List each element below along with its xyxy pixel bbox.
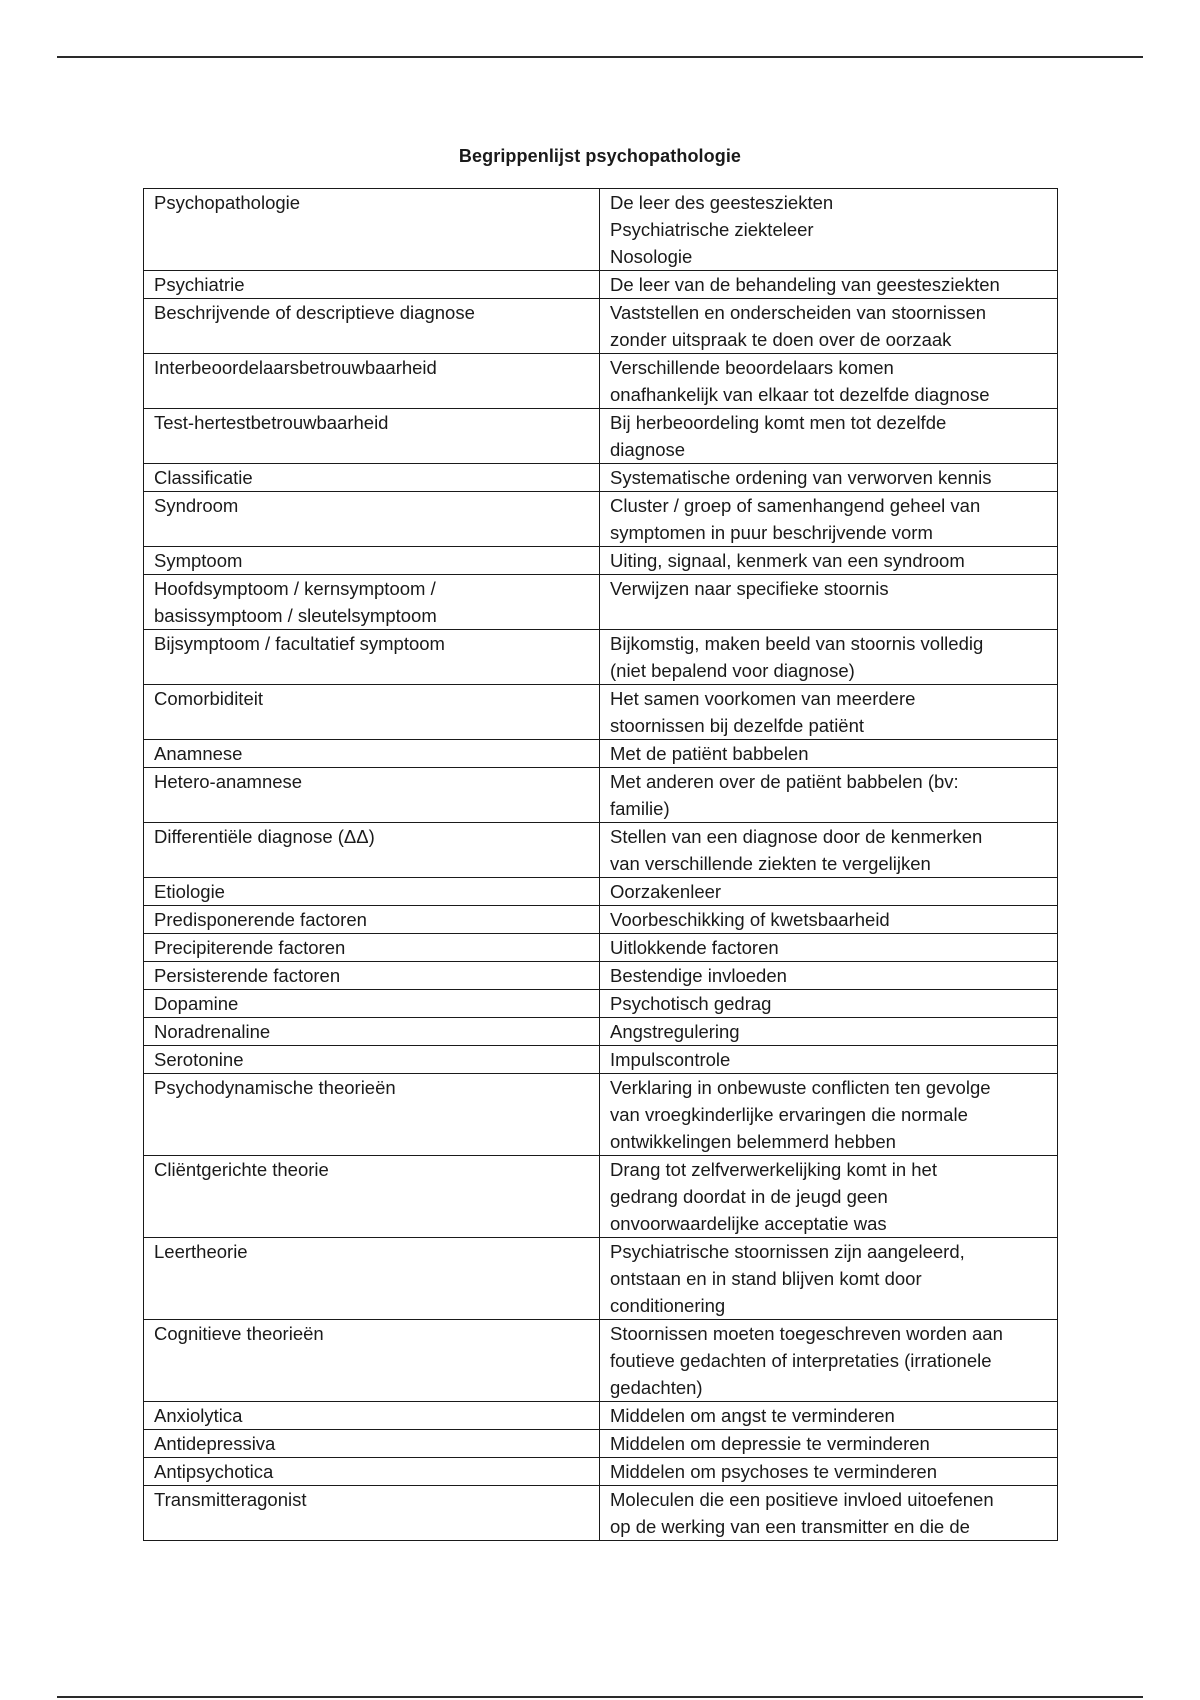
definition-cell: Angstregulering: [600, 1018, 1058, 1046]
definition-cell: Psychiatrische stoornissen zijn aangeleerd, ontstaan en in stand blijven komt door conditionering: [600, 1238, 1058, 1320]
table-row: [144, 878, 1058, 906]
table-row: [144, 685, 1058, 740]
definition-cell: Verwijzen naar specifieke stoornis: [600, 575, 1058, 630]
term-cell: Comorbiditeit: [144, 685, 600, 740]
table-row: [144, 1238, 1058, 1320]
table-row: [144, 768, 1058, 823]
table-row: [144, 1430, 1058, 1458]
table-row: [144, 962, 1058, 990]
definition-cell: Bijkomstig, maken beeld van stoornis volledig (niet bepalend voor diagnose): [600, 630, 1058, 685]
term-cell: Psychopathologie: [144, 189, 600, 271]
definition-cell: Moleculen die een positieve invloed uitoefenen op de werking van een transmitter en die de: [600, 1486, 1058, 1541]
table-row: [144, 1486, 1058, 1541]
term-cell: Interbeoordelaarsbetrouwbaarheid: [144, 354, 600, 409]
term-cell: Antipsychotica: [144, 1458, 600, 1486]
term-cell: Hetero-anamnese: [144, 768, 600, 823]
table-row: [144, 299, 1058, 354]
definition-cell: Middelen om angst te verminderen: [600, 1402, 1058, 1430]
term-cell: Bijsymptoom / facultatief symptoom: [144, 630, 600, 685]
table-row: [144, 1458, 1058, 1486]
table-row: [144, 409, 1058, 464]
definition-cell: Het samen voorkomen van meerdere stoornissen bij dezelfde patiënt: [600, 685, 1058, 740]
table-row: [144, 492, 1058, 547]
table-row: [144, 934, 1058, 962]
table-row: [144, 1402, 1058, 1430]
definition-cell: Voorbeschikking of kwetsbaarheid: [600, 906, 1058, 934]
term-cell: Syndroom: [144, 492, 600, 547]
definition-cell: Impulscontrole: [600, 1046, 1058, 1074]
table-row: [144, 740, 1058, 768]
term-cell: Etiologie: [144, 878, 600, 906]
term-cell: Anamnese: [144, 740, 600, 768]
page-bottom-rule: [57, 1696, 1143, 1698]
definition-cell: Uitlokkende factoren: [600, 934, 1058, 962]
table-row: [144, 1320, 1058, 1402]
definition-cell: Met de patiënt babbelen: [600, 740, 1058, 768]
document-title: Begrippenlijst psychopathologie: [458, 146, 742, 166]
table-row: [144, 575, 1058, 630]
term-cell: Antidepressiva: [144, 1430, 600, 1458]
table-row: [144, 823, 1058, 878]
definition-cell: Middelen om depressie te verminderen: [600, 1430, 1058, 1458]
terms-table-body: [144, 189, 1058, 1541]
definition-cell: Uiting, signaal, kenmerk van een syndroom: [600, 547, 1058, 575]
table-row: [144, 990, 1058, 1018]
definition-cell: Met anderen over de patiënt babbelen (bv: familie): [600, 768, 1058, 823]
definition-cell: Systematische ordening van verworven kennis: [600, 464, 1058, 492]
term-cell: Persisterende factoren: [144, 962, 600, 990]
term-cell: Hoofdsymptoom / kernsymptoom / basissymptoom / sleutelsymptoom: [144, 575, 600, 630]
term-cell: Differentiële diagnose (ΔΔ): [144, 823, 600, 878]
definition-cell: Verschillende beoordelaars komen onafhankelijk van elkaar tot dezelfde diagnose: [600, 354, 1058, 409]
table-row: [144, 271, 1058, 299]
table-row: [144, 1046, 1058, 1074]
definition-cell: Vaststellen en onderscheiden van stoornissen zonder uitspraak te doen over de oorzaak: [600, 299, 1058, 354]
term-cell: Cognitieve theorieën: [144, 1320, 600, 1402]
definition-cell: Stellen van een diagnose door de kenmerken van verschillende ziekten te vergelijken: [600, 823, 1058, 878]
term-cell: Serotonine: [144, 1046, 600, 1074]
table-row: [144, 464, 1058, 492]
definition-cell: Middelen om psychoses te verminderen: [600, 1458, 1058, 1486]
definition-cell: Verklaring in onbewuste conflicten ten gevolge van vroegkinderlijke ervaringen die normale ontwikkelingen belemmerd hebben: [600, 1074, 1058, 1156]
table-row: [144, 354, 1058, 409]
term-cell: Test-hertestbetrouwbaarheid: [144, 409, 600, 464]
definition-cell: Drang tot zelfverwerkelijking komt in het gedrang doordat in de jeugd geen onvoorwaardelijke acceptatie was: [600, 1156, 1058, 1238]
term-cell: Symptoom: [144, 547, 600, 575]
term-cell: Predisponerende factoren: [144, 906, 600, 934]
definition-cell: De leer des geestesziekten Psychiatrische ziekteleer Nosologie: [600, 189, 1058, 271]
term-cell: Precipiterende factoren: [144, 934, 600, 962]
term-cell: Classificatie: [144, 464, 600, 492]
definition-cell: Stoornissen moeten toegeschreven worden aan foutieve gedachten of interpretaties (irrationele gedachten): [600, 1320, 1058, 1402]
definition-cell: Cluster / groep of samenhangend geheel van symptomen in puur beschrijvende vorm: [600, 492, 1058, 547]
terms-table: [143, 188, 1058, 1541]
term-cell: Anxiolytica: [144, 1402, 600, 1430]
term-cell: Cliëntgerichte theorie: [144, 1156, 600, 1238]
term-cell: Dopamine: [144, 990, 600, 1018]
page-top-rule: [57, 56, 1143, 58]
table-row: [144, 1018, 1058, 1046]
table-row: [144, 547, 1058, 575]
term-cell: Noradrenaline: [144, 1018, 600, 1046]
term-cell: Psychiatrie: [144, 271, 600, 299]
term-cell: Leertheorie: [144, 1238, 600, 1320]
definition-cell: Oorzakenleer: [600, 878, 1058, 906]
table-row: [144, 189, 1058, 271]
definition-cell: De leer van de behandeling van geestesziekten: [600, 271, 1058, 299]
table-row: [144, 1074, 1058, 1156]
definition-cell: Bij herbeoordeling komt men tot dezelfde diagnose: [600, 409, 1058, 464]
definition-cell: Psychotisch gedrag: [600, 990, 1058, 1018]
definition-cell: Bestendige invloeden: [600, 962, 1058, 990]
table-row: [144, 630, 1058, 685]
table-row: [144, 906, 1058, 934]
term-cell: Psychodynamische theorieën: [144, 1074, 600, 1156]
table-row: [144, 1156, 1058, 1238]
term-cell: Beschrijvende of descriptieve diagnose: [144, 299, 600, 354]
term-cell: Transmitteragonist: [144, 1486, 600, 1541]
